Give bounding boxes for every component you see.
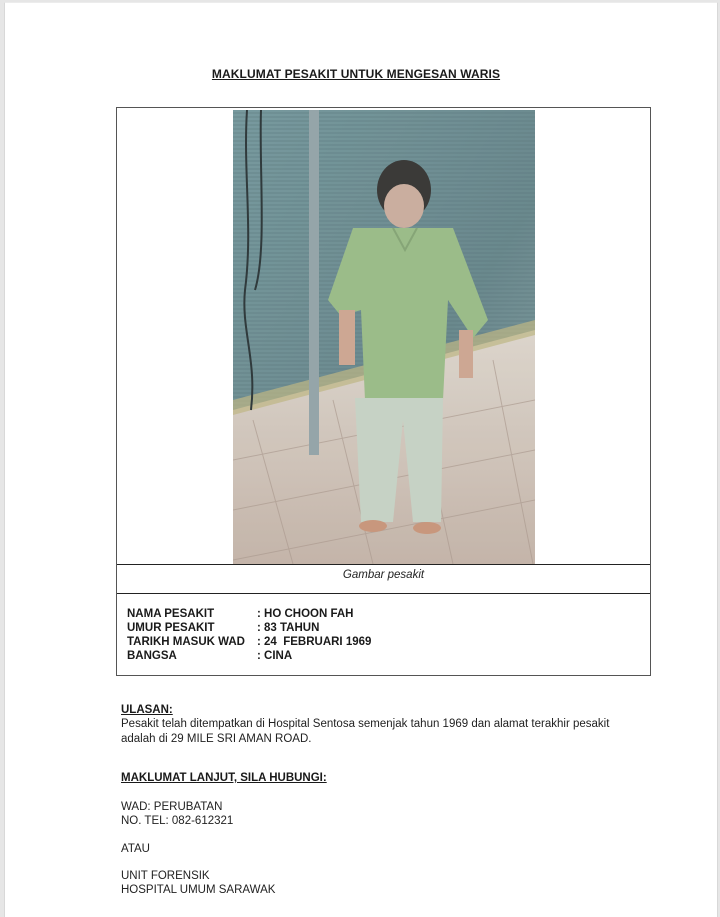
patient-age-label: UMUR PESAKIT [127, 622, 215, 634]
photo-cell [117, 108, 650, 564]
race-row [127, 649, 292, 663]
contact-heading: MAKLUMAT LANJUT, SILA HUBUNGI: [121, 772, 327, 784]
race-value: : CINA [257, 650, 293, 662]
remarks-line-2: adalah di 29 MILE SRI AMAN ROAD. [121, 733, 312, 745]
admission-date-value: : 24 FEBRUARI 1969 [257, 636, 372, 648]
patient-details [117, 594, 650, 675]
contact-hospital: HOSPITAL UMUM SARAWAK [121, 884, 276, 896]
remarks-heading: ULASAN: [121, 704, 173, 716]
race-label: BANGSA [127, 650, 177, 662]
patient-info-table [116, 107, 651, 676]
document-title: MAKLUMAT PESAKIT UNTUK MENGESAN WARIS [211, 67, 501, 81]
contact-unit: UNIT FORENSIK [121, 870, 210, 882]
admission-date-row [127, 635, 371, 649]
remarks-line-1: Pesakit telah ditempatkan di Hospital Sentosa semenjak tahun 1969 dan alamat terakhir pesakit [121, 718, 610, 730]
patient-photo-image [233, 110, 535, 564]
patient-age-row [127, 621, 319, 635]
patient-name-value: : HO CHOON FAH [257, 608, 354, 620]
contact-phone: NO. TEL: 082-612321 [121, 815, 234, 827]
admission-date-label: TARIKH MASUK WAD [127, 636, 245, 648]
contact-ward: WAD: PERUBATAN [121, 801, 223, 813]
patient-name-label: NAMA PESAKIT [127, 608, 215, 620]
photo-caption-cell [117, 564, 650, 594]
patient-age-value: : 83 TAHUN [257, 622, 320, 634]
patient-photo [233, 110, 535, 564]
contact-or: ATAU [121, 843, 150, 855]
patient-name-row [127, 607, 353, 621]
photo-caption: Gambar pesakit [342, 569, 425, 581]
